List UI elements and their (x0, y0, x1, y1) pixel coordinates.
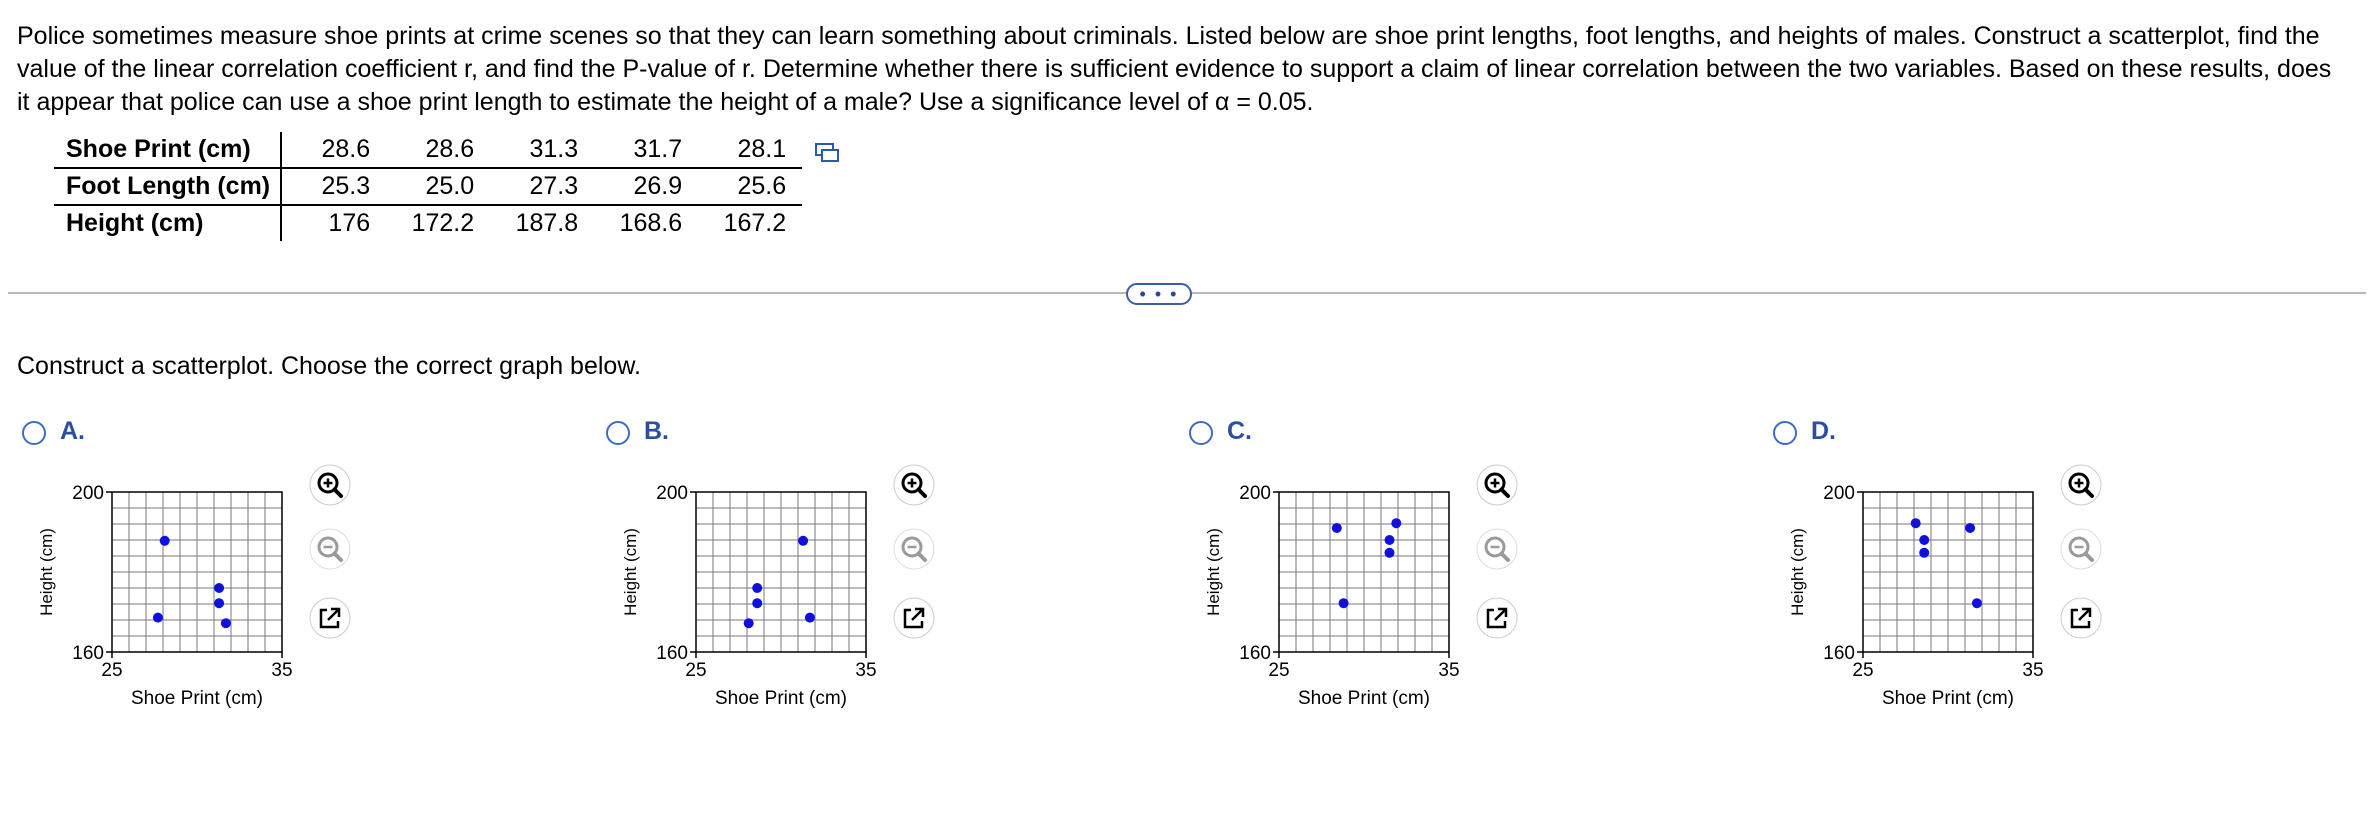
data-point (221, 618, 231, 628)
table-cell: 27.3 (490, 168, 594, 205)
radio-button-c[interactable] (1189, 421, 1213, 445)
data-point (1919, 548, 1929, 558)
x-tick-label: 35 (1438, 660, 1460, 681)
zoom-in-icon[interactable] (308, 463, 352, 507)
data-table (54, 132, 802, 241)
table-cell: 31.7 (594, 132, 698, 168)
copy-table-icon[interactable] (814, 142, 840, 164)
zoom-out-icon[interactable] (1475, 527, 1519, 571)
x-tick-label: 25 (101, 660, 123, 681)
data-point (1385, 535, 1395, 545)
x-tick-label: 35 (2022, 660, 2044, 681)
option-letter: C. (1227, 417, 1252, 445)
table-cell: 25.3 (281, 168, 386, 205)
table-cell: 187.8 (515, 209, 579, 237)
scatterplot-c (1189, 470, 1489, 710)
data-point (1385, 548, 1395, 558)
data-point (1919, 535, 1929, 545)
open-window-icon[interactable] (2059, 596, 2103, 640)
table-cell: 28.6 (281, 132, 386, 168)
y-tick-label: 200 (1239, 483, 1271, 504)
scatterplot-d (1773, 470, 2073, 710)
data-point (805, 613, 815, 623)
y-tick-label: 160 (656, 643, 688, 664)
prompt-text: Construct a scatterplot. Choose the correct graph below. (17, 352, 641, 380)
x-tick-label: 25 (1852, 660, 1874, 681)
table-cell: 28.1 (698, 132, 802, 168)
data-point (214, 598, 224, 608)
scatterplot-b (606, 470, 906, 710)
option-letter: D. (1811, 417, 1836, 445)
radio-button-d[interactable] (1773, 421, 1797, 445)
radio-button-a[interactable] (22, 421, 46, 445)
table-cell: 172.2 (411, 209, 475, 237)
x-axis-label: Shoe Print (cm) (715, 688, 847, 709)
data-point (1391, 518, 1401, 528)
question-text: Police sometimes measure shoe prints at crime scenes so that they can learn something about criminals. Listed below are shoe print lengths, foot lengths, and heights of males. Construct a scatterplot, find the value of the linear correlation coefficient r, and find the P-value of r. Determine whether there is sufficient evidence to support a claim of linear correlation between the two variables. Based on these results, does it appear that police can use a shoe print length to estimate the height of a male? Use a significance level of α = 0.05. (17, 22, 2332, 116)
x-axis-label: Shoe Print (cm) (1298, 688, 1430, 709)
data-point (752, 598, 762, 608)
table-cell: 176 (328, 209, 371, 237)
y-tick-label: 200 (72, 483, 104, 504)
show-more-button[interactable]: • • • (1126, 283, 1192, 305)
y-axis-label: Height (cm) (1788, 528, 1807, 616)
x-tick-label: 35 (855, 660, 877, 681)
y-tick-label: 160 (72, 643, 104, 664)
open-window-icon[interactable] (308, 596, 352, 640)
zoom-in-icon[interactable] (2059, 463, 2103, 507)
y-tick-label: 200 (1823, 483, 1855, 504)
y-tick-label: 160 (1239, 643, 1271, 664)
zoom-in-icon[interactable] (1475, 463, 1519, 507)
data-point (160, 536, 170, 546)
zoom-in-icon[interactable] (892, 463, 936, 507)
zoom-out-icon[interactable] (892, 527, 936, 571)
y-tick-label: 200 (656, 483, 688, 504)
row-header: Foot Length (cm) (54, 168, 281, 205)
x-axis-label: Shoe Print (cm) (1882, 688, 2014, 709)
data-point (1972, 598, 1982, 608)
data-point (744, 618, 754, 628)
table-cell: 25.0 (386, 168, 490, 205)
open-window-icon[interactable] (1475, 596, 1519, 640)
table-cell: 31.3 (490, 132, 594, 168)
data-point (1965, 523, 1975, 533)
data-point (1332, 523, 1342, 533)
y-axis-label: Height (cm) (37, 528, 56, 616)
data-point (752, 583, 762, 593)
table-row-foot-length (54, 168, 802, 205)
scatterplot-a (22, 470, 322, 710)
data-point (798, 536, 808, 546)
y-axis-label: Height (cm) (621, 528, 640, 616)
x-tick-label: 35 (271, 660, 293, 681)
table-cell: 167.2 (723, 209, 787, 237)
y-axis-label: Height (cm) (1204, 528, 1223, 616)
x-tick-label: 25 (1268, 660, 1290, 681)
row-header: Height (cm) (54, 205, 281, 241)
table-cell: 26.9 (594, 168, 698, 205)
zoom-out-icon[interactable] (308, 527, 352, 571)
table-cell: 168.6 (619, 209, 683, 237)
open-window-icon[interactable] (892, 596, 936, 640)
x-tick-label: 25 (685, 660, 707, 681)
option-letter: A. (60, 417, 85, 445)
table-row-shoe-print (54, 132, 802, 168)
data-point (1911, 518, 1921, 528)
data-point (1339, 598, 1349, 608)
table-cell: 25.6 (698, 168, 802, 205)
zoom-out-icon[interactable] (2059, 527, 2103, 571)
option-letter: B. (644, 417, 669, 445)
table-cell: 28.6 (386, 132, 490, 168)
radio-button-b[interactable] (606, 421, 630, 445)
row-header: Shoe Print (cm) (54, 132, 281, 168)
data-point (153, 613, 163, 623)
y-tick-label: 160 (1823, 643, 1855, 664)
data-point (214, 583, 224, 593)
table-row-height (54, 205, 802, 241)
x-axis-label: Shoe Print (cm) (131, 688, 263, 709)
